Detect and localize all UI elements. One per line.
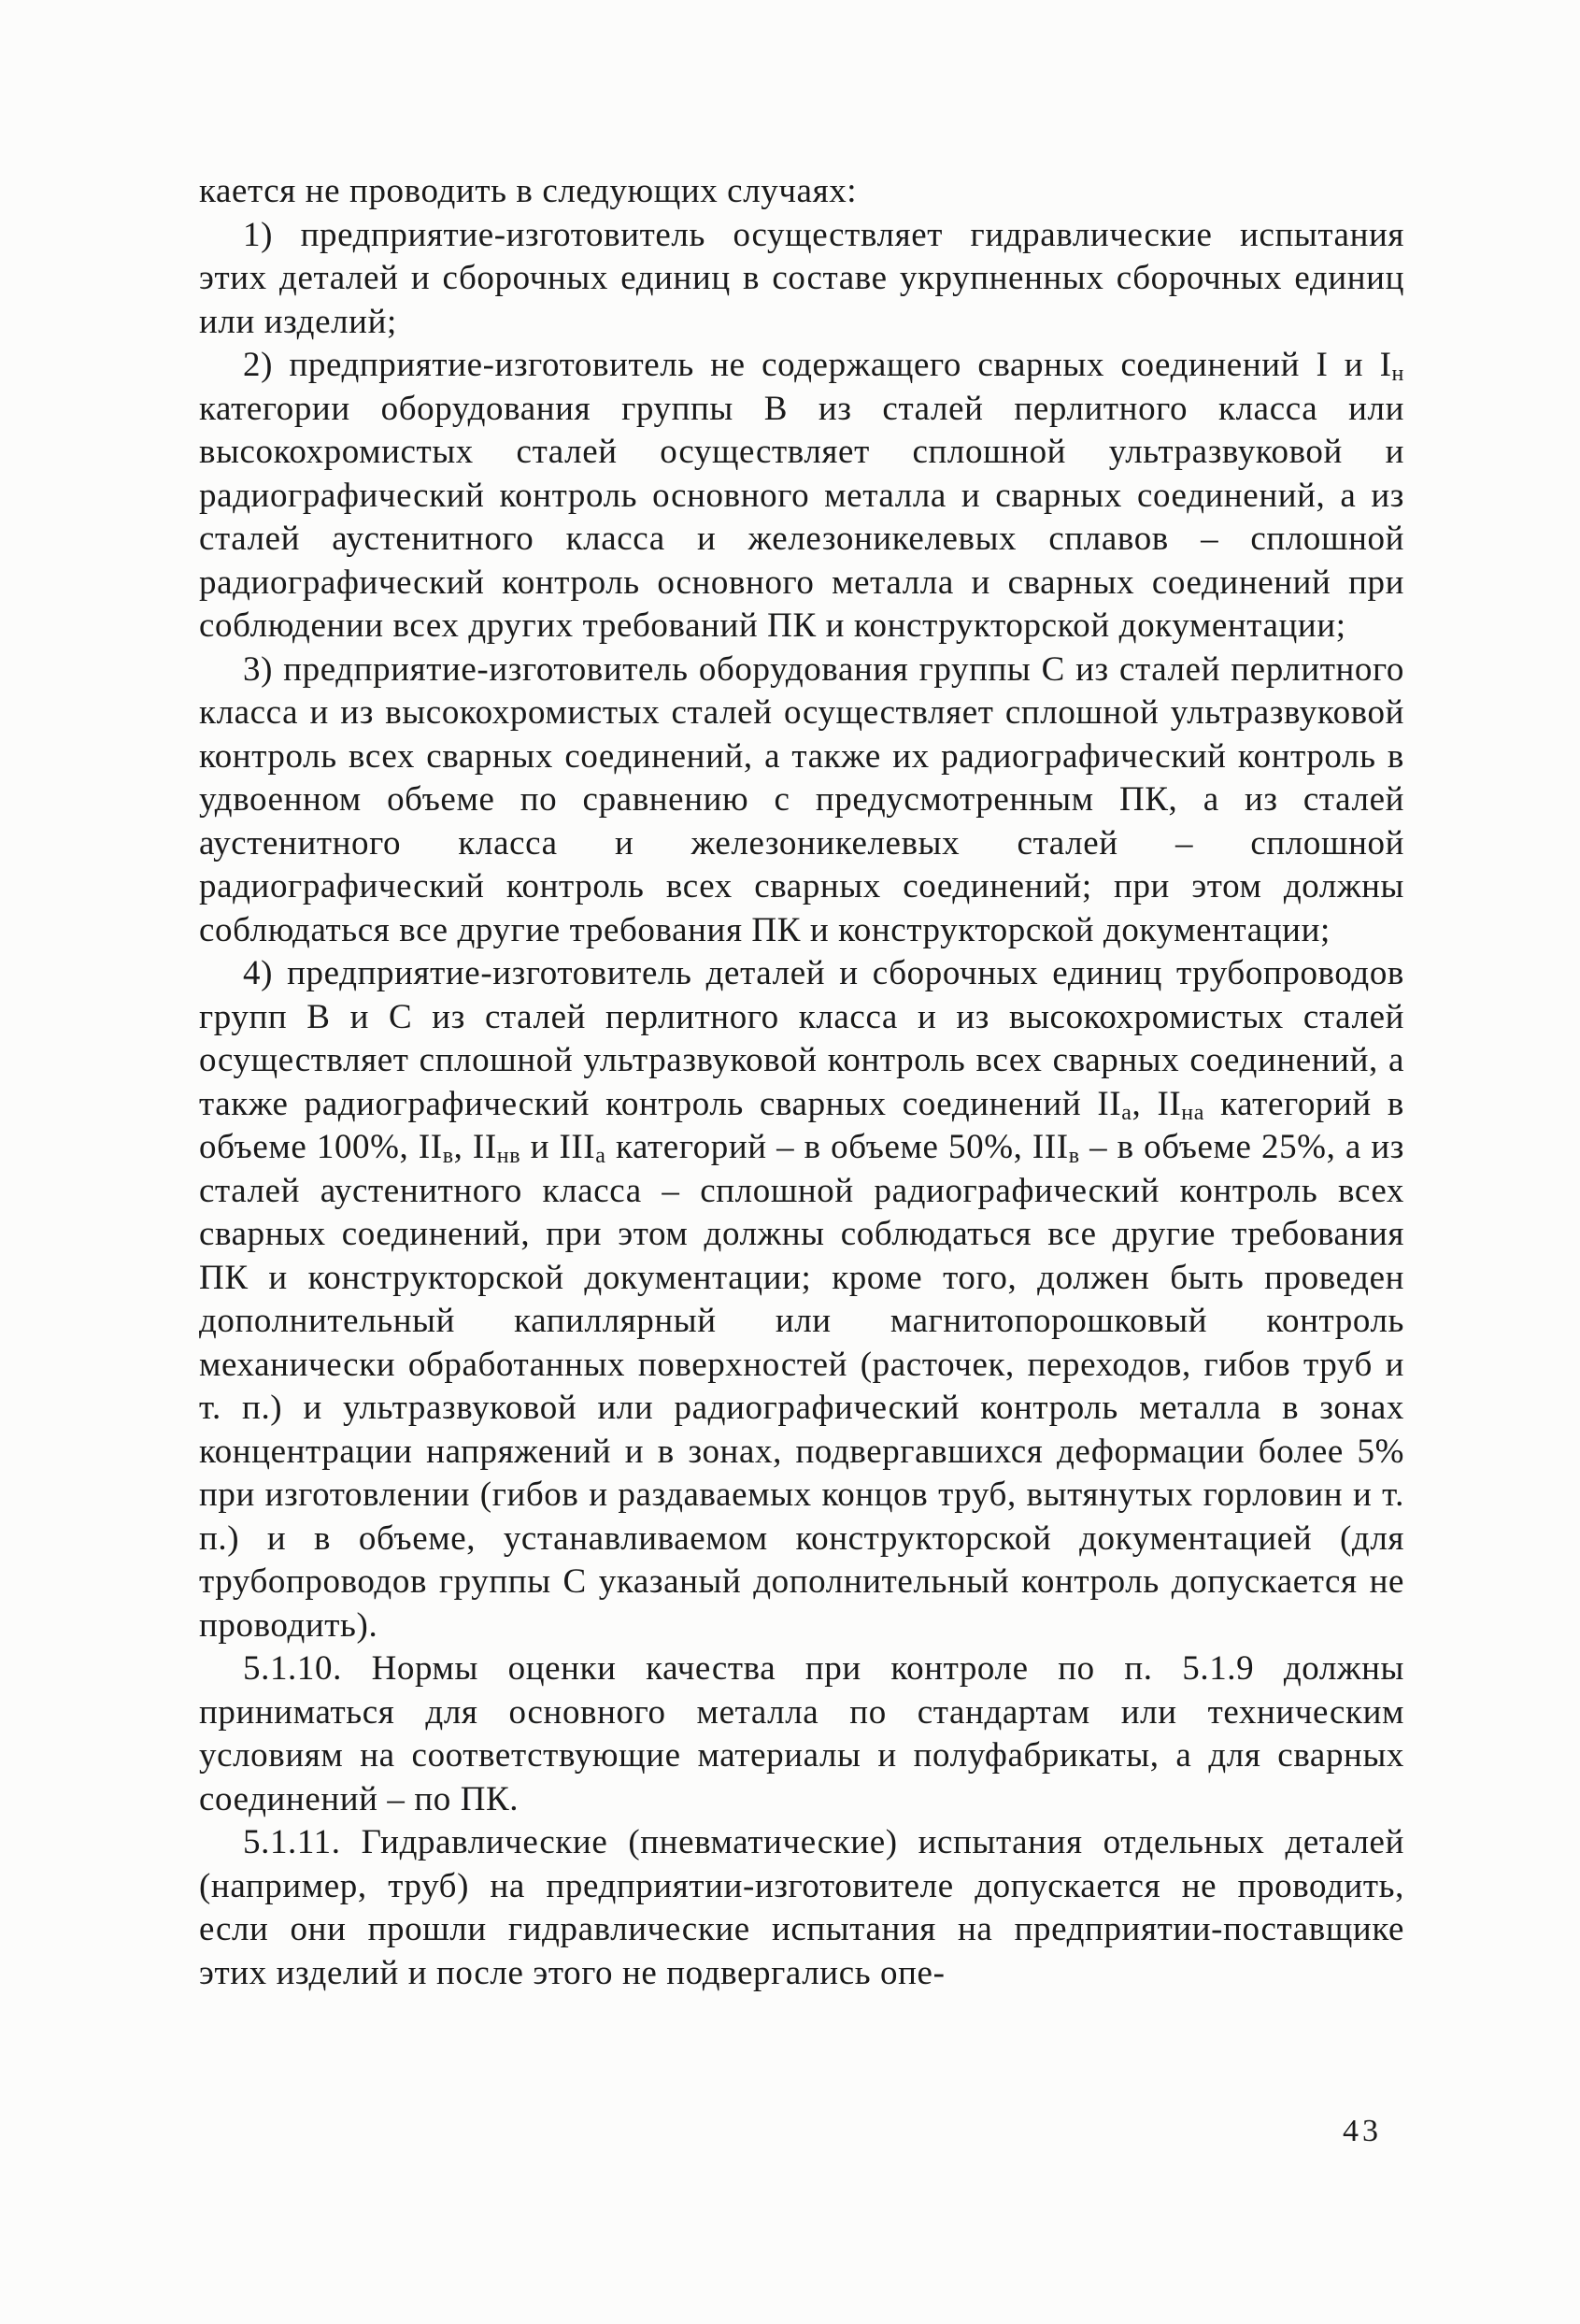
paragraph xyxy=(199,170,1404,214)
category-subscript: на xyxy=(1181,1100,1204,1125)
category-subscript: н xyxy=(1391,362,1404,386)
text-run: 5.1.11. Гидравлические (пневматические) испытания отдельных деталей (например, труб) на предприятии-изготовителе допускается не проводить, если они прошли гидравлические испытания на предприятии-поставщике этих изделий и после этого не подвергались опе- xyxy=(199,1823,1404,1992)
text-run: – в объеме 25%, а из сталей аустенитного класса – сплошной радиографический контроль всех сварных соединений, при этом должны соблюдаться все другие требования ПК и конструкторской документации; кроме того, должен быть проведен дополнительный капиллярный или магнитопорошковый контроль механически обработанных поверхностей (расточек, переходов, гибов труб и т. п.) и ультразвуковой или радиографический контроль металла в зонах концентрации напряжений и в зонах, подвергавшихся деформации более 5% при изготовлении (гибов и раздаваемых концов труб, вытянутых горловин и т. п.) и в объеме, устанавливаемом конструкторской документацией (для трубопроводов группы С указаный дополнительный контроль допускается не проводить). xyxy=(199,1128,1404,1645)
category-subscript: в xyxy=(442,1144,454,1168)
text-run: 2) предприятие-изготовитель не содержащего сварных соединений I и I xyxy=(243,346,1392,384)
category-subscript: а xyxy=(1121,1100,1132,1125)
text-run: 4) предприятие-изготовитель деталей и сборочных единиц трубопроводов групп В и С из сталей перлитного класса и из высокохромистых сталей осуществляет сплошной ультразвуковой контроль всех сварных соединений, а также радиографический контроль сварных соединений II xyxy=(199,954,1404,1123)
paragraph xyxy=(199,1821,1404,1995)
text-run: 5.1.10. Нормы оценки качества при контроле по п. 5.1.9 должны приниматься для основного металла по стандартам или техническим условиям на соответствующие материалы и полуфабрикаты, а для сварных соединений – по ПК. xyxy=(199,1649,1404,1818)
category-subscript: в xyxy=(1068,1144,1080,1168)
text-run: 3) предприятие-изготовитель оборудования группы С из сталей перлитного класса и из высокохромистых сталей осуществляет сплошной ультразвуковой контроль всех сварных соединений, а также их радиографический контроль в удвоенном объеме по сравнению с предусмотренным ПК, а из сталей аустенитного класса и железоникелевых сталей – сплошной радиографический контроль всех сварных соединений; при этом должны соблюдаться все другие требования ПК и конструкторской документации; xyxy=(199,649,1404,949)
paragraph xyxy=(199,952,1404,1647)
body-text xyxy=(199,170,1404,1995)
paragraph xyxy=(199,1647,1404,1821)
text-run: 1) предприятие-изготовитель осуществляет гидравлические испытания этих деталей и сборочных единиц в составе укрупненных сборочных единиц или изделий; xyxy=(199,215,1404,341)
text-run: и III xyxy=(520,1128,596,1166)
text-run: , II xyxy=(1132,1084,1182,1123)
paragraph xyxy=(199,214,1404,345)
paragraph xyxy=(199,649,1404,953)
text-run: кается не проводить в следующих случаях: xyxy=(199,172,858,210)
paragraph xyxy=(199,344,1404,649)
text-run: категорий – в объеме 50%, III xyxy=(605,1128,1069,1166)
category-subscript: а xyxy=(595,1144,606,1168)
category-subscript: нв xyxy=(496,1144,521,1168)
text-run: , II xyxy=(453,1128,497,1166)
page-number: 43 xyxy=(1343,2114,1382,2148)
text-run: категории оборудования группы В из сталей перлитного класса или высокохромистых сталей осуществляет сплошной ультразвуковой и радиографический контроль основного металла и сварных соединений, а из сталей аустенитного класса и железоникелевых сплавов – сплошной радиографический контроль основного металла и сварных соединений при соблюдении всех других требований ПК и конструкторской документации; xyxy=(199,389,1404,645)
text-run: категорий в объеме 100%, II xyxy=(199,1084,1404,1166)
